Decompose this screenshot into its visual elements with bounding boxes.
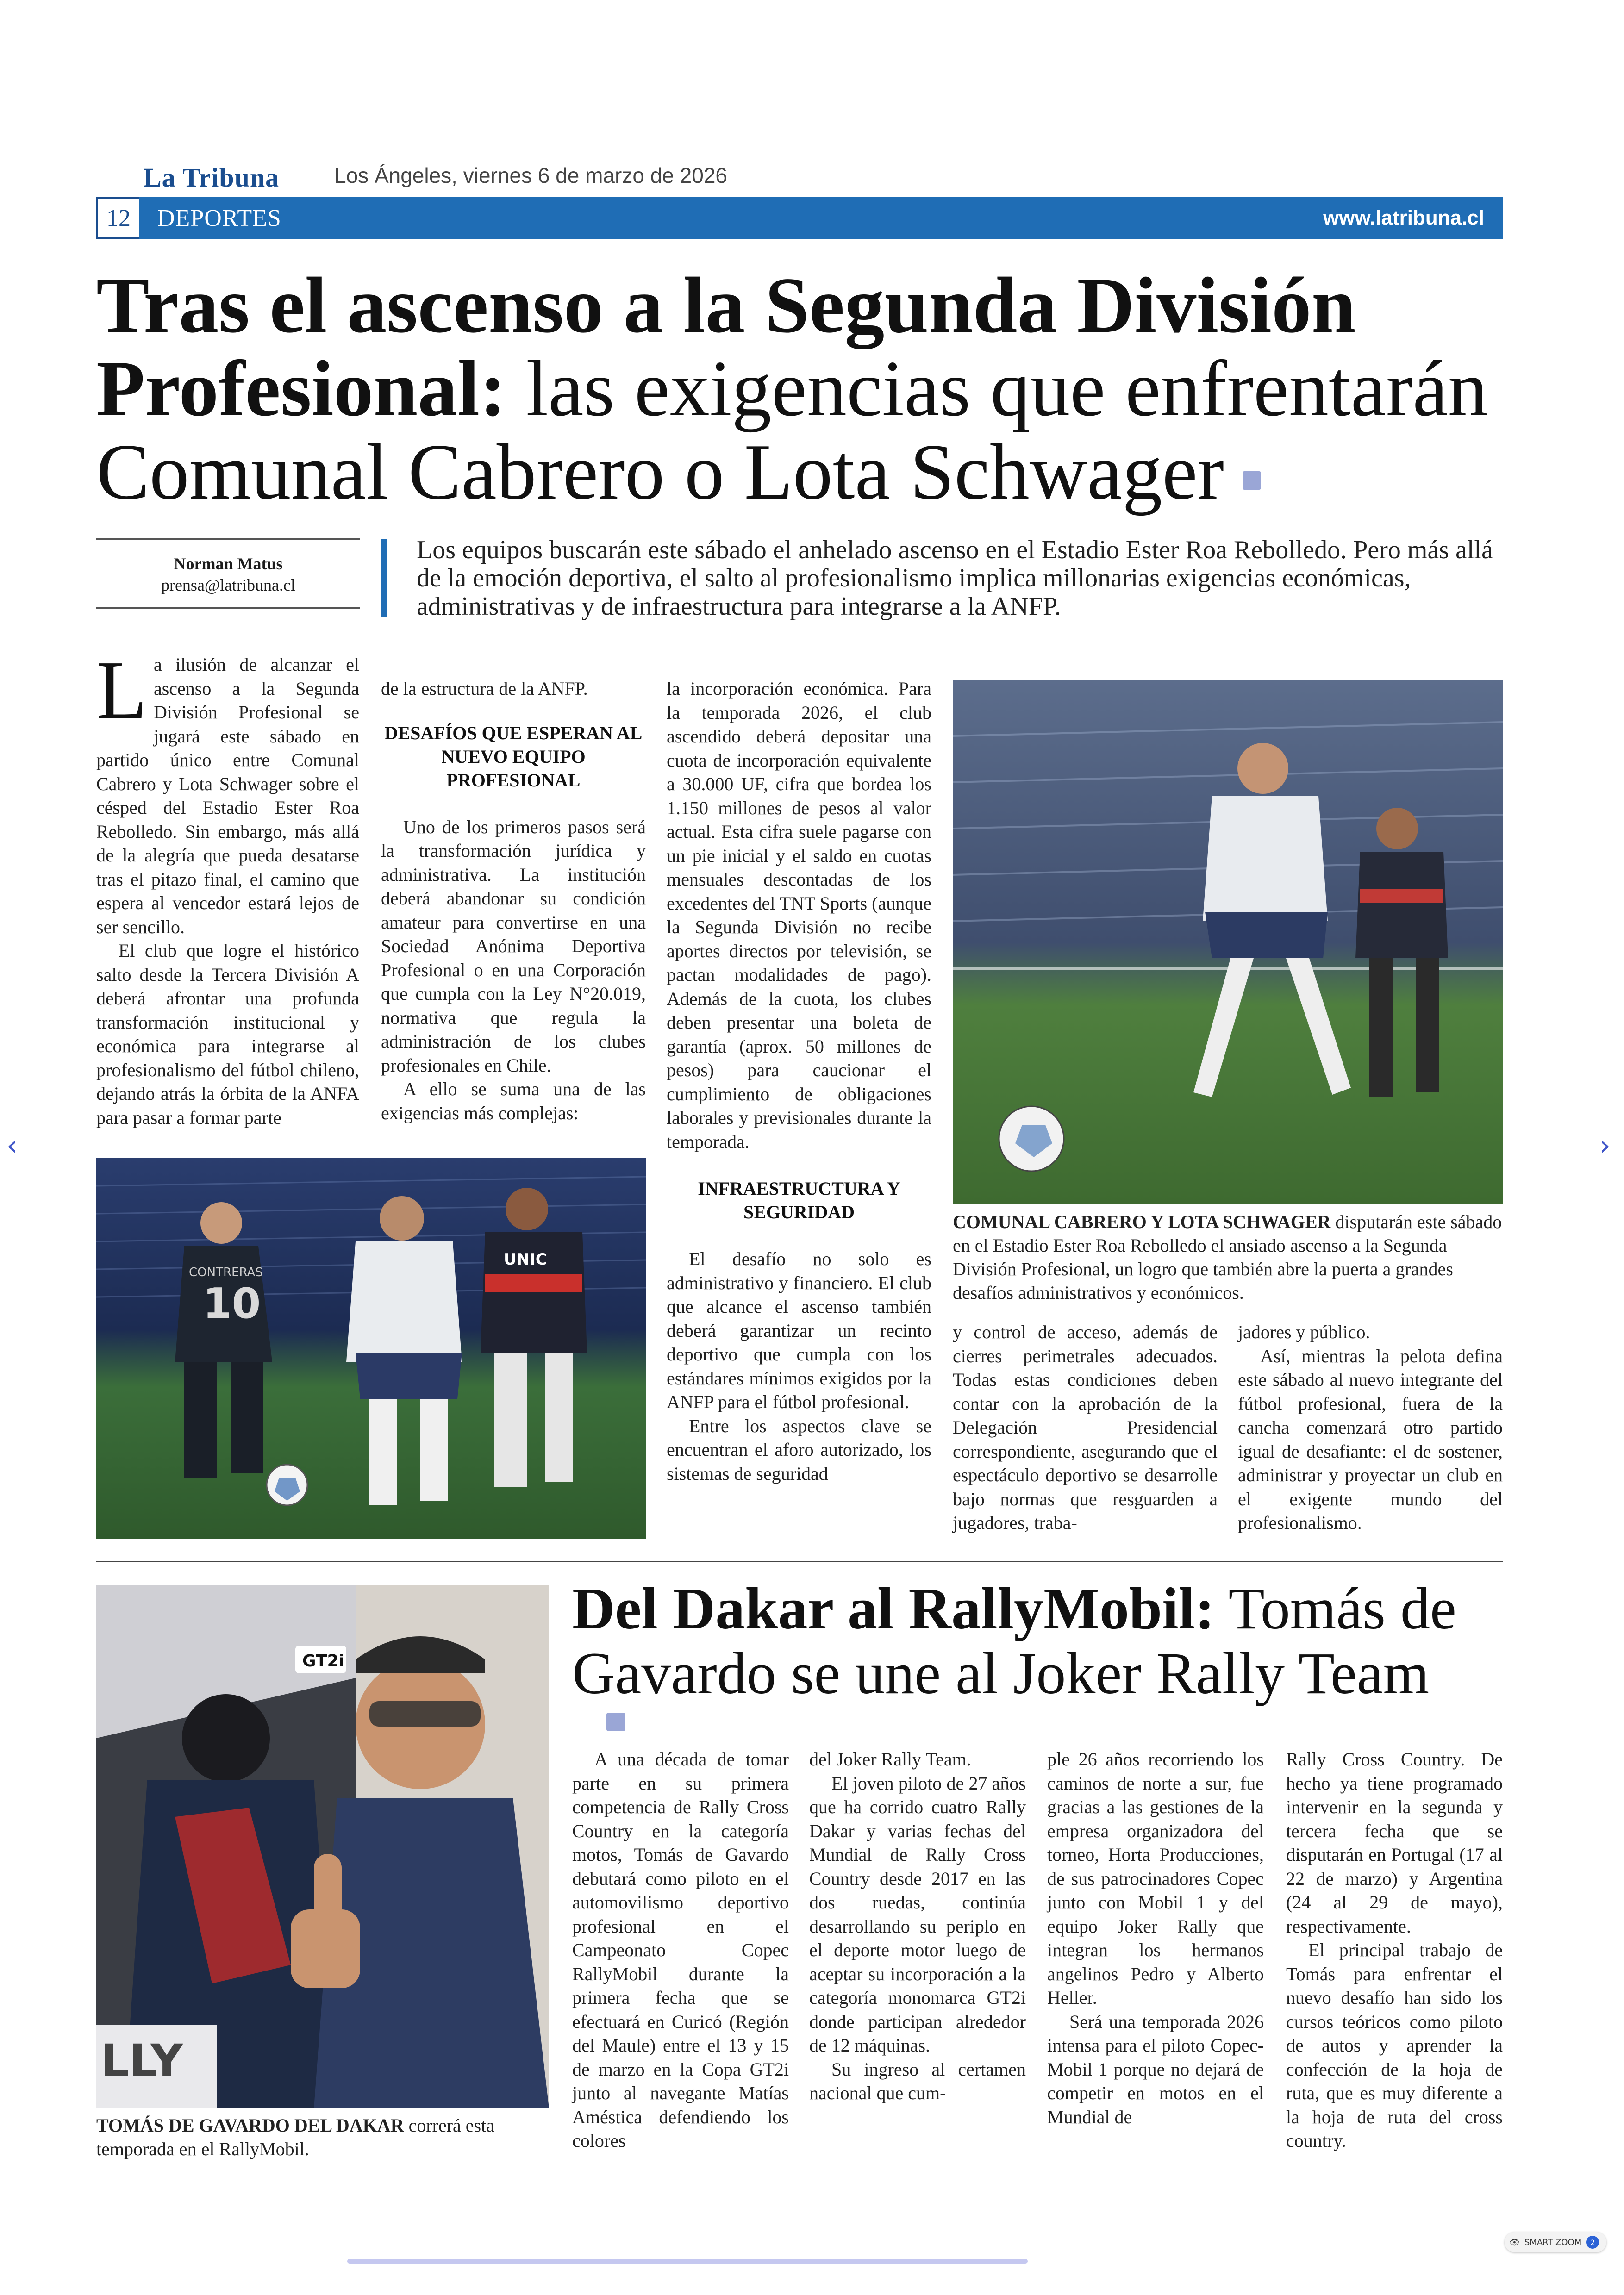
subhead-infraestructura: INFRAESTRUCTURA Y SEGURIDAD <box>698 1178 900 1222</box>
article1-paragraph: jadores y público. <box>1238 1322 1370 1342</box>
article1-paragraph: Entre los aspectos clave se encuentran el aforo autorizado, los sistemas de seguridad <box>667 1415 931 1484</box>
article1-paragraph: a ilusión de alcanzar el ascenso a la Segunda División Profesional se jugará este sábado en partido único entre Comunal Cabrero y Lota Schwager sobre el césped del Estadio Ester Roa Rebolledo. Sin embargo, más allá de la alegría que pueda desatarse tras el pitazo final, el camino que espera al vencedor estará lejos de ser sencillo. <box>96 654 359 937</box>
newspaper-logo: La Tribuna <box>144 162 280 193</box>
section-name: DEPORTES <box>157 205 281 231</box>
site-url: www.latribuna.cl <box>1323 206 1484 229</box>
photo-badge-text: GT2i <box>302 1652 344 1671</box>
jersey-number: 10 <box>203 1279 261 1328</box>
article1-paragraph: El club que logre el histórico salto desde la Tercera División A deberá afrontar una profunda transformación institucional y económica para integrarse al profesionalismo del fútbol chileno, dejando atrás la órbita de la ANFA para pasar a formar parte <box>96 940 359 1128</box>
photo-football-duel-art <box>96 1158 646 1539</box>
photo-football-duel <box>96 1158 646 1539</box>
byline <box>96 553 360 596</box>
section-bar <box>139 197 1503 239</box>
article2-headline-bold: Del Dakar al RallyMobil: <box>572 1576 1215 1641</box>
photo-side-text: LLY <box>101 2035 183 2087</box>
smart-zoom-badge: 2 <box>1586 2236 1599 2249</box>
jersey-sponsor-2: UNIC <box>504 1250 547 1269</box>
page-number: 12 <box>96 197 139 239</box>
article1-paragraph: la incorporación económica. Para la temporada 2026, el club ascendido deberá depositar una cuota de incorporación equivalente a 30.000 UF, cifra que bordea los 1.150 millones de pesos al valor actual. Esta cifra suele pagarse con un pie inicial y el saldo en cuotas mensuales descontadas de los excedentes del TNT Sports (aunque la Segunda División no recibe aportes directos por televisión, se pactan modalidades de pago). Además de la cuota, los clubes deben presentar una boleta de garantía (aprox. 50 millones de pesos) para caucionar el cumplimiento de obligaciones laborales y previsionales durante la temporada. <box>667 678 931 1152</box>
photo-match-action-art <box>953 680 1503 1204</box>
article2-column-2 <box>809 1747 1026 2105</box>
article1-column-2 <box>381 677 646 1125</box>
photo-tomas-de-gavardo-art <box>96 1585 549 2108</box>
article2-headline <box>572 1576 1521 1706</box>
article1-headline <box>96 264 1531 514</box>
article1-headline-rest: las exigencias que enfrentarán Comunal Cabrero o Lota Schwager <box>96 345 1488 516</box>
smart-zoom-label: SMART ZOOM <box>1524 2237 1582 2247</box>
caption-2-rest: correrá esta temporada en el RallyMobil. <box>96 2115 494 2159</box>
article1-column-1 <box>96 644 359 1129</box>
article1-headline-bold: Tras el ascenso a la Segunda División Profesional: <box>96 262 1356 433</box>
article1-column-5 <box>1238 1320 1503 1535</box>
article2-paragraph: del Joker Rally Team. <box>809 1749 971 1770</box>
article2-column-1 <box>572 1747 789 2153</box>
photo-match-action <box>953 680 1503 1204</box>
author-email[interactable]: prensa@latribuna.cl <box>161 576 296 594</box>
article-divider <box>96 1561 1503 1562</box>
article2-paragraph: Rally Cross Country. De hecho ya tiene programado intervenir en la segunda y tercera fecha que se disputarán en Portugal (17 al 22 de marzo) y Argentina (24 al 29 de mayo), respectivamente. <box>1286 1749 1503 1937</box>
article1-column-3 <box>667 677 931 1485</box>
byline-rule-bottom <box>96 607 360 609</box>
article2-paragraph: ple 26 años recorriendo los caminos de norte a sur, fue gracias a las gestiones de la empresa organizadora del torneo, Horta Producciones, de sus patrocinadores Copec junto con Mobil 1 y del equipo Joker Rally que integran los hermanos angelinos Pedro y Alberto Heller. <box>1047 1749 1264 2008</box>
smart-zoom-control[interactable] <box>1505 2232 1606 2252</box>
photo-caption-2 <box>96 2114 549 2161</box>
caption-1-bold: COMUNAL CABRERO Y LOTA SCHWAGER <box>953 1211 1331 1232</box>
chevron-left-icon[interactable]: ‹ <box>6 1129 18 1162</box>
article1-paragraph: de la estructura de la ANFP. <box>381 678 588 699</box>
byline-rule-top <box>96 538 360 540</box>
photo-caption-1 <box>953 1210 1503 1304</box>
article2-headline-rest: Tomás de Gavardo se une al Joker Rally Team <box>572 1576 1456 1706</box>
photo-tomas-de-gavardo <box>96 1585 549 2108</box>
caption-2-bold: TOMÁS DE GAVARDO DEL DAKAR <box>96 2115 404 2136</box>
article2-paragraph: El joven piloto de 27 años que ha corrido cuatro Rally Dakar y varias fechas del Mundial de Rally Cross Country desde 2017 en las dos ruedas, continúa desarrollando su periplo en el deporte motor luego de aceptar su incorporación a la categoría monomarca GT2i donde participan alrededor de 12 máquinas. <box>809 1772 1026 2056</box>
translate-marker-icon[interactable] <box>606 1713 625 1731</box>
article2-paragraph: Será una temporada 2026 intensa para el piloto Copec-Mobil 1 porque no dejará de competir en motos en el Mundial de <box>1047 2011 1264 2127</box>
issue-date: Los Ángeles, viernes 6 de marzo de 2026 <box>334 163 727 187</box>
drop-cap: L <box>96 644 147 736</box>
article1-paragraph: y control de acceso, además de cierres perimetrales adecuados. Todas estas condiciones deben contar con la aprobación de la Delegación Presidencial correspondiente, asegurando que el espectáculo deportivo se desarrolle bajo normas que resguarden a jugadores, traba- <box>953 1322 1218 1533</box>
jersey-sponsor: CONTRERAS <box>189 1266 263 1279</box>
article2-column-3 <box>1047 1747 1264 2129</box>
translate-marker-icon[interactable] <box>1243 471 1261 490</box>
author-name: Norman Matus <box>174 555 283 573</box>
article1-paragraph: El desafío no solo es administrativo y financiero. El club que alcance el ascenso también deberá garantizar un recinto deportivo que cumpla con los estándares mínimos exigidos por la ANFP para el fútbol profesional. <box>667 1248 931 1412</box>
article2-column-4 <box>1286 1747 1503 2153</box>
article1-column-4 <box>953 1320 1218 1535</box>
article1-paragraph: Uno de los primeros pasos será la transformación jurídica y administrativa. La institución deberá abandonar su condición amateur para convertirse en una Sociedad Anónima Deportiva Profesional o en una Corporación que cumpla con la Ley N°20.019, normativa que regula la administración de los clubes profesionales en Chile. <box>381 816 646 1076</box>
chevron-right-icon[interactable]: › <box>1599 1129 1611 1162</box>
article2-paragraph: El principal trabajo de Tomás para enfrentar el nuevo desafío han sido los cursos teóricos como piloto de autos y aprender la confección de la hoja de ruta, que es muy diferente a la hoja de ruta del cross country. <box>1286 1940 1503 2151</box>
subhead-desafios: DESAFÍOS QUE ESPERAN AL NUEVO EQUIPO PROFESIONAL <box>384 722 643 791</box>
article1-lead: Los equipos buscarán este sábado el anhelado ascenso en el Estadio Ester Roa Rebolledo. Pero más allá de la emoción deportiva, el salto al profesionalismo implica millonarias exigencias económicas, administrativas y de infraestructura para integrarse a la ANFP. <box>417 536 1493 621</box>
article1-paragraph: A ello se suma una de las exigencias más complejas: <box>381 1079 646 1123</box>
article1-paragraph: Así, mientras la pelota defina este sábado al nuevo integrante del fútbol profesional, fuera de la cancha comenzará otro partido igual de desafiante: el de sostener, administrar y proyectar un club en el exigente mundo del profesionalismo. <box>1238 1345 1503 1533</box>
lead-accent-bar <box>381 539 387 617</box>
eye-icon: 👁 <box>1509 2237 1520 2247</box>
horizontal-scrollbar[interactable] <box>347 2259 1028 2264</box>
article2-paragraph: A una década de tomar parte en su primera competencia de Rally Cross Country en la categoría motos, Tomás de Gavardo debutará como piloto en el automovilismo deportivo profesional en el Campeonato Copec RallyMobil durante la primera fecha que se efectuará en Curicó (Región del Maule) entre el 13 y 15 de marzo en la Copa GT2i junto al navegante Matías Améstica defendiendo los colores <box>572 1749 789 2151</box>
article2-paragraph: Su ingreso al certamen nacional que cum- <box>809 2058 1026 2103</box>
caption-1-rest: disputarán este sábado en el Estadio Ester Roa Rebolledo el ansiado ascenso a la Segunda División Profesional, un logro que también abre la puerta a grandes desafíos administrativos y económicos. <box>953 1211 1502 1303</box>
